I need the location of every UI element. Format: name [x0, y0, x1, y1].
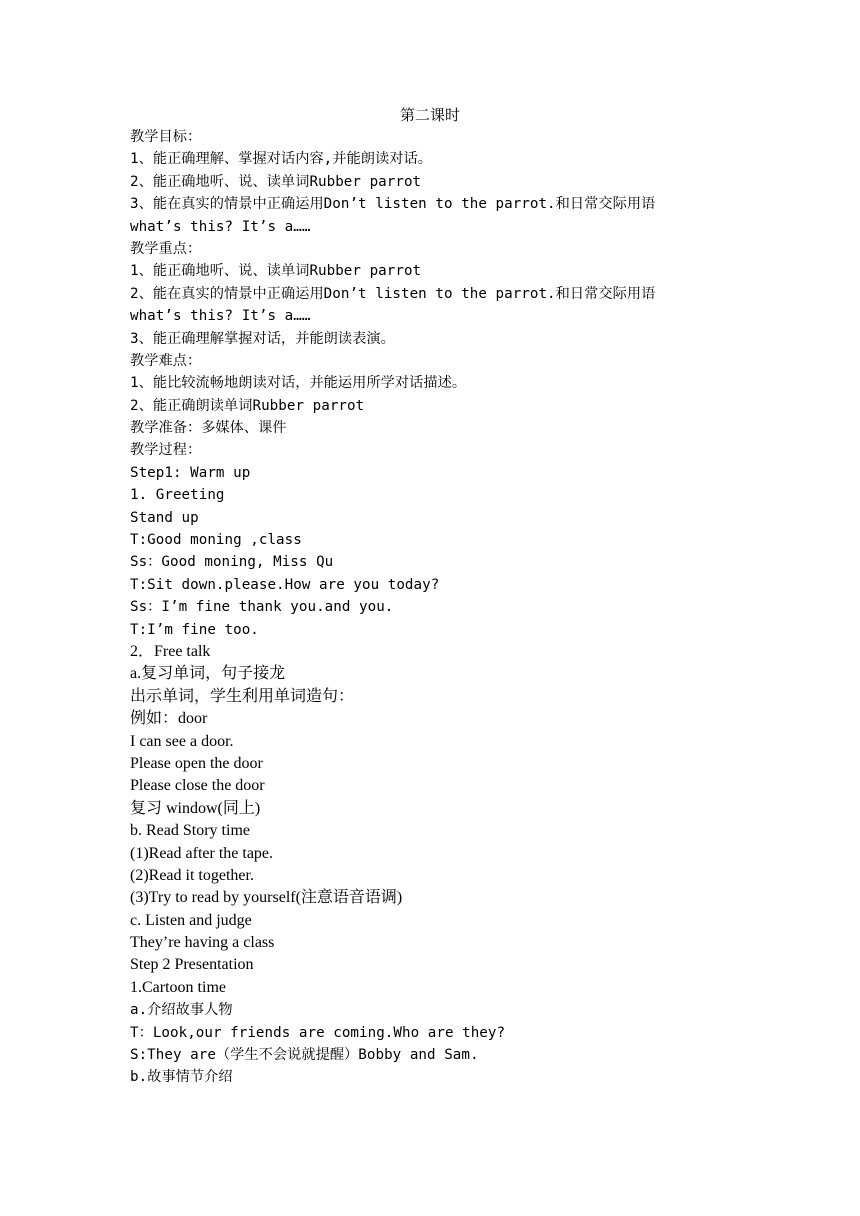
text-line: what’s this? It’s a…… [130, 218, 311, 235]
text-line: 1、能正确理解、掌握对话内容,并能朗读对话。 [130, 151, 432, 168]
text-line: 3、能在真实的情景中正确运用Don’t listen to the parrot.和日常交际用语 [130, 196, 656, 213]
text-line: Stand up [130, 509, 199, 526]
text-line: Please open the door [130, 754, 263, 772]
text-line: what’s this? It’s a…… [130, 308, 311, 325]
text-line: (2)Read it together. [130, 866, 254, 884]
text-line: 1、能正确地听、说、读单词Rubber parrot [130, 263, 422, 280]
text-line: Step1: Warm up [130, 464, 251, 481]
text-line: 复习 window(同上) [130, 799, 261, 817]
lesson-title: 第二课时 [399, 106, 460, 124]
text-line: Ss：Good moning, Miss Qu [130, 554, 334, 571]
text-line: T:Sit down.please.How are you today? [130, 576, 440, 593]
text-line: Please close the door [130, 777, 265, 795]
text-line: 3、能正确理解掌握对话，并能朗读表演。 [130, 330, 395, 347]
text-line: T：Look,our friends are coming.Who are they? [130, 1024, 506, 1041]
text-line: c. Listen and judge [130, 911, 252, 929]
text-line: 例如：door [130, 710, 208, 728]
text-line: b.故事情节介绍 [130, 1069, 233, 1086]
text-line: 教学准备：多媒体、课件 [130, 420, 287, 437]
text-line: 2、能在真实的情景中正确运用Don’t listen to the parrot.和日常交际用语 [130, 285, 656, 302]
text-line: Ss：I’m fine thank you.and you. [130, 599, 394, 616]
text-line: 2．Free talk [130, 642, 211, 660]
text-line: Step 2 Presentation [130, 956, 254, 974]
text-line: a.介绍故事人物 [130, 1002, 233, 1019]
text-line: 2、能正确朗读单词Rubber parrot [130, 397, 365, 414]
text-line: T:Good moning ,class [130, 532, 302, 549]
text-line: 1. Greeting [130, 487, 225, 504]
text-line: They’re having a class [130, 934, 275, 952]
text-line: a.复习单词，句子接龙 [130, 665, 286, 683]
text-line: (1)Read after the tape. [130, 844, 274, 862]
text-line: 2、能正确地听、说、读单词Rubber parrot [130, 173, 422, 190]
text-line: 1、能比较流畅地朗读对话，并能运用所学对话描述。 [130, 375, 467, 392]
text-line: S:They are（学生不会说就提醒）Bobby and Sam. [130, 1047, 479, 1064]
text-line: 教学重点： [130, 240, 202, 257]
text-line: (3)Try to read by yourself(注意语音语调) [130, 889, 403, 907]
text-line: 教学目标： [130, 129, 202, 145]
lesson-plan-body [130, 126, 750, 1089]
text-line: 教学难点： [130, 352, 202, 369]
text-line: T:I’m fine too. [130, 621, 259, 638]
text-line: I can see a door. [130, 732, 234, 750]
text-line: 1.Cartoon time [130, 978, 226, 996]
text-line: 教学过程： [130, 442, 202, 459]
text-line: 出示单词，学生利用单词造句： [130, 687, 355, 705]
text-line: b. Read Story time [130, 822, 250, 840]
